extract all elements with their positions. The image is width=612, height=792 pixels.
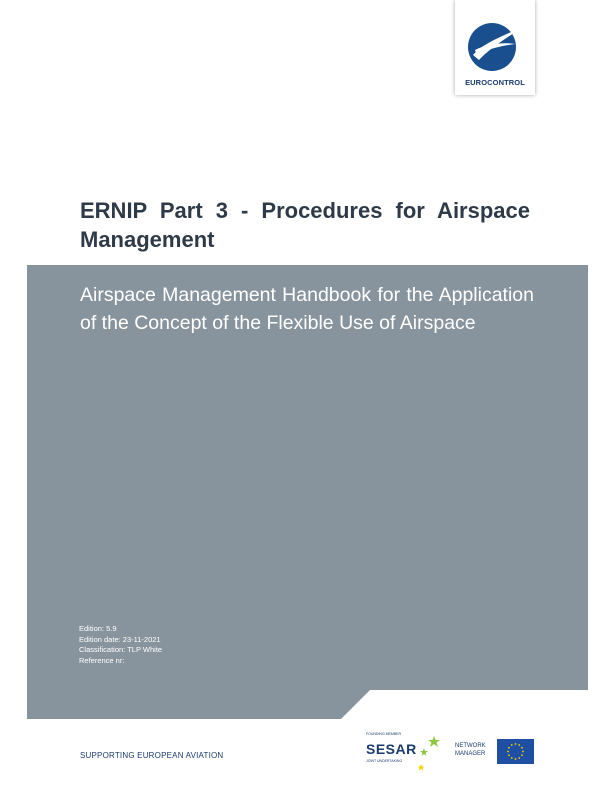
- classification: Classification: TLP White: [79, 645, 163, 654]
- logo-label: EUROCONTROL: [465, 78, 525, 87]
- edition-date: Edition date: 23-11-2021: [79, 634, 161, 644]
- sesar-ju-text: JOINT UNDERTAKING: [366, 759, 403, 763]
- eu-star: [515, 758, 517, 760]
- eu-star: [518, 744, 520, 746]
- eu-star: [511, 757, 513, 759]
- panel-corner-cut: [340, 690, 590, 720]
- network-manager-line2: MANAGER: [455, 751, 486, 757]
- eu-star: [508, 747, 510, 749]
- eu-flag: [497, 739, 534, 764]
- network-manager-line1: NETWORK: [455, 743, 486, 749]
- eu-star: [507, 751, 509, 753]
- sesar-founding-text: FOUNDING MEMBER: [366, 732, 401, 736]
- eurocontrol-logo-icon: [465, 22, 525, 76]
- document-subtitle: Airspace Management Handbook for the Application of the Concept of the Flexible Use of Airspace: [80, 284, 534, 334]
- sesar-wordmark: SESAR: [366, 741, 417, 757]
- sesar-stars-icon: [416, 734, 442, 774]
- eu-star: [521, 747, 523, 749]
- network-manager-label: [455, 742, 486, 758]
- footer-tagline: SUPPORTING EUROPEAN AVIATION: [80, 751, 224, 760]
- eu-star: [508, 754, 510, 756]
- document-title: ERNIP Part 3 - Procedures for Airspace Management: [80, 198, 530, 252]
- eu-flag-icon: [497, 739, 534, 764]
- eu-star: [518, 757, 520, 759]
- eu-star: [521, 754, 523, 756]
- eu-star: [522, 751, 524, 753]
- sesar-logo: [366, 732, 444, 776]
- edition-number: Edition: 5.9: [79, 624, 117, 633]
- reference-number: Reference nr:: [79, 655, 125, 665]
- eurocontrol-logo: [455, 0, 535, 95]
- edition-info: [79, 624, 162, 666]
- eu-star: [511, 744, 513, 746]
- eu-star: [515, 743, 517, 745]
